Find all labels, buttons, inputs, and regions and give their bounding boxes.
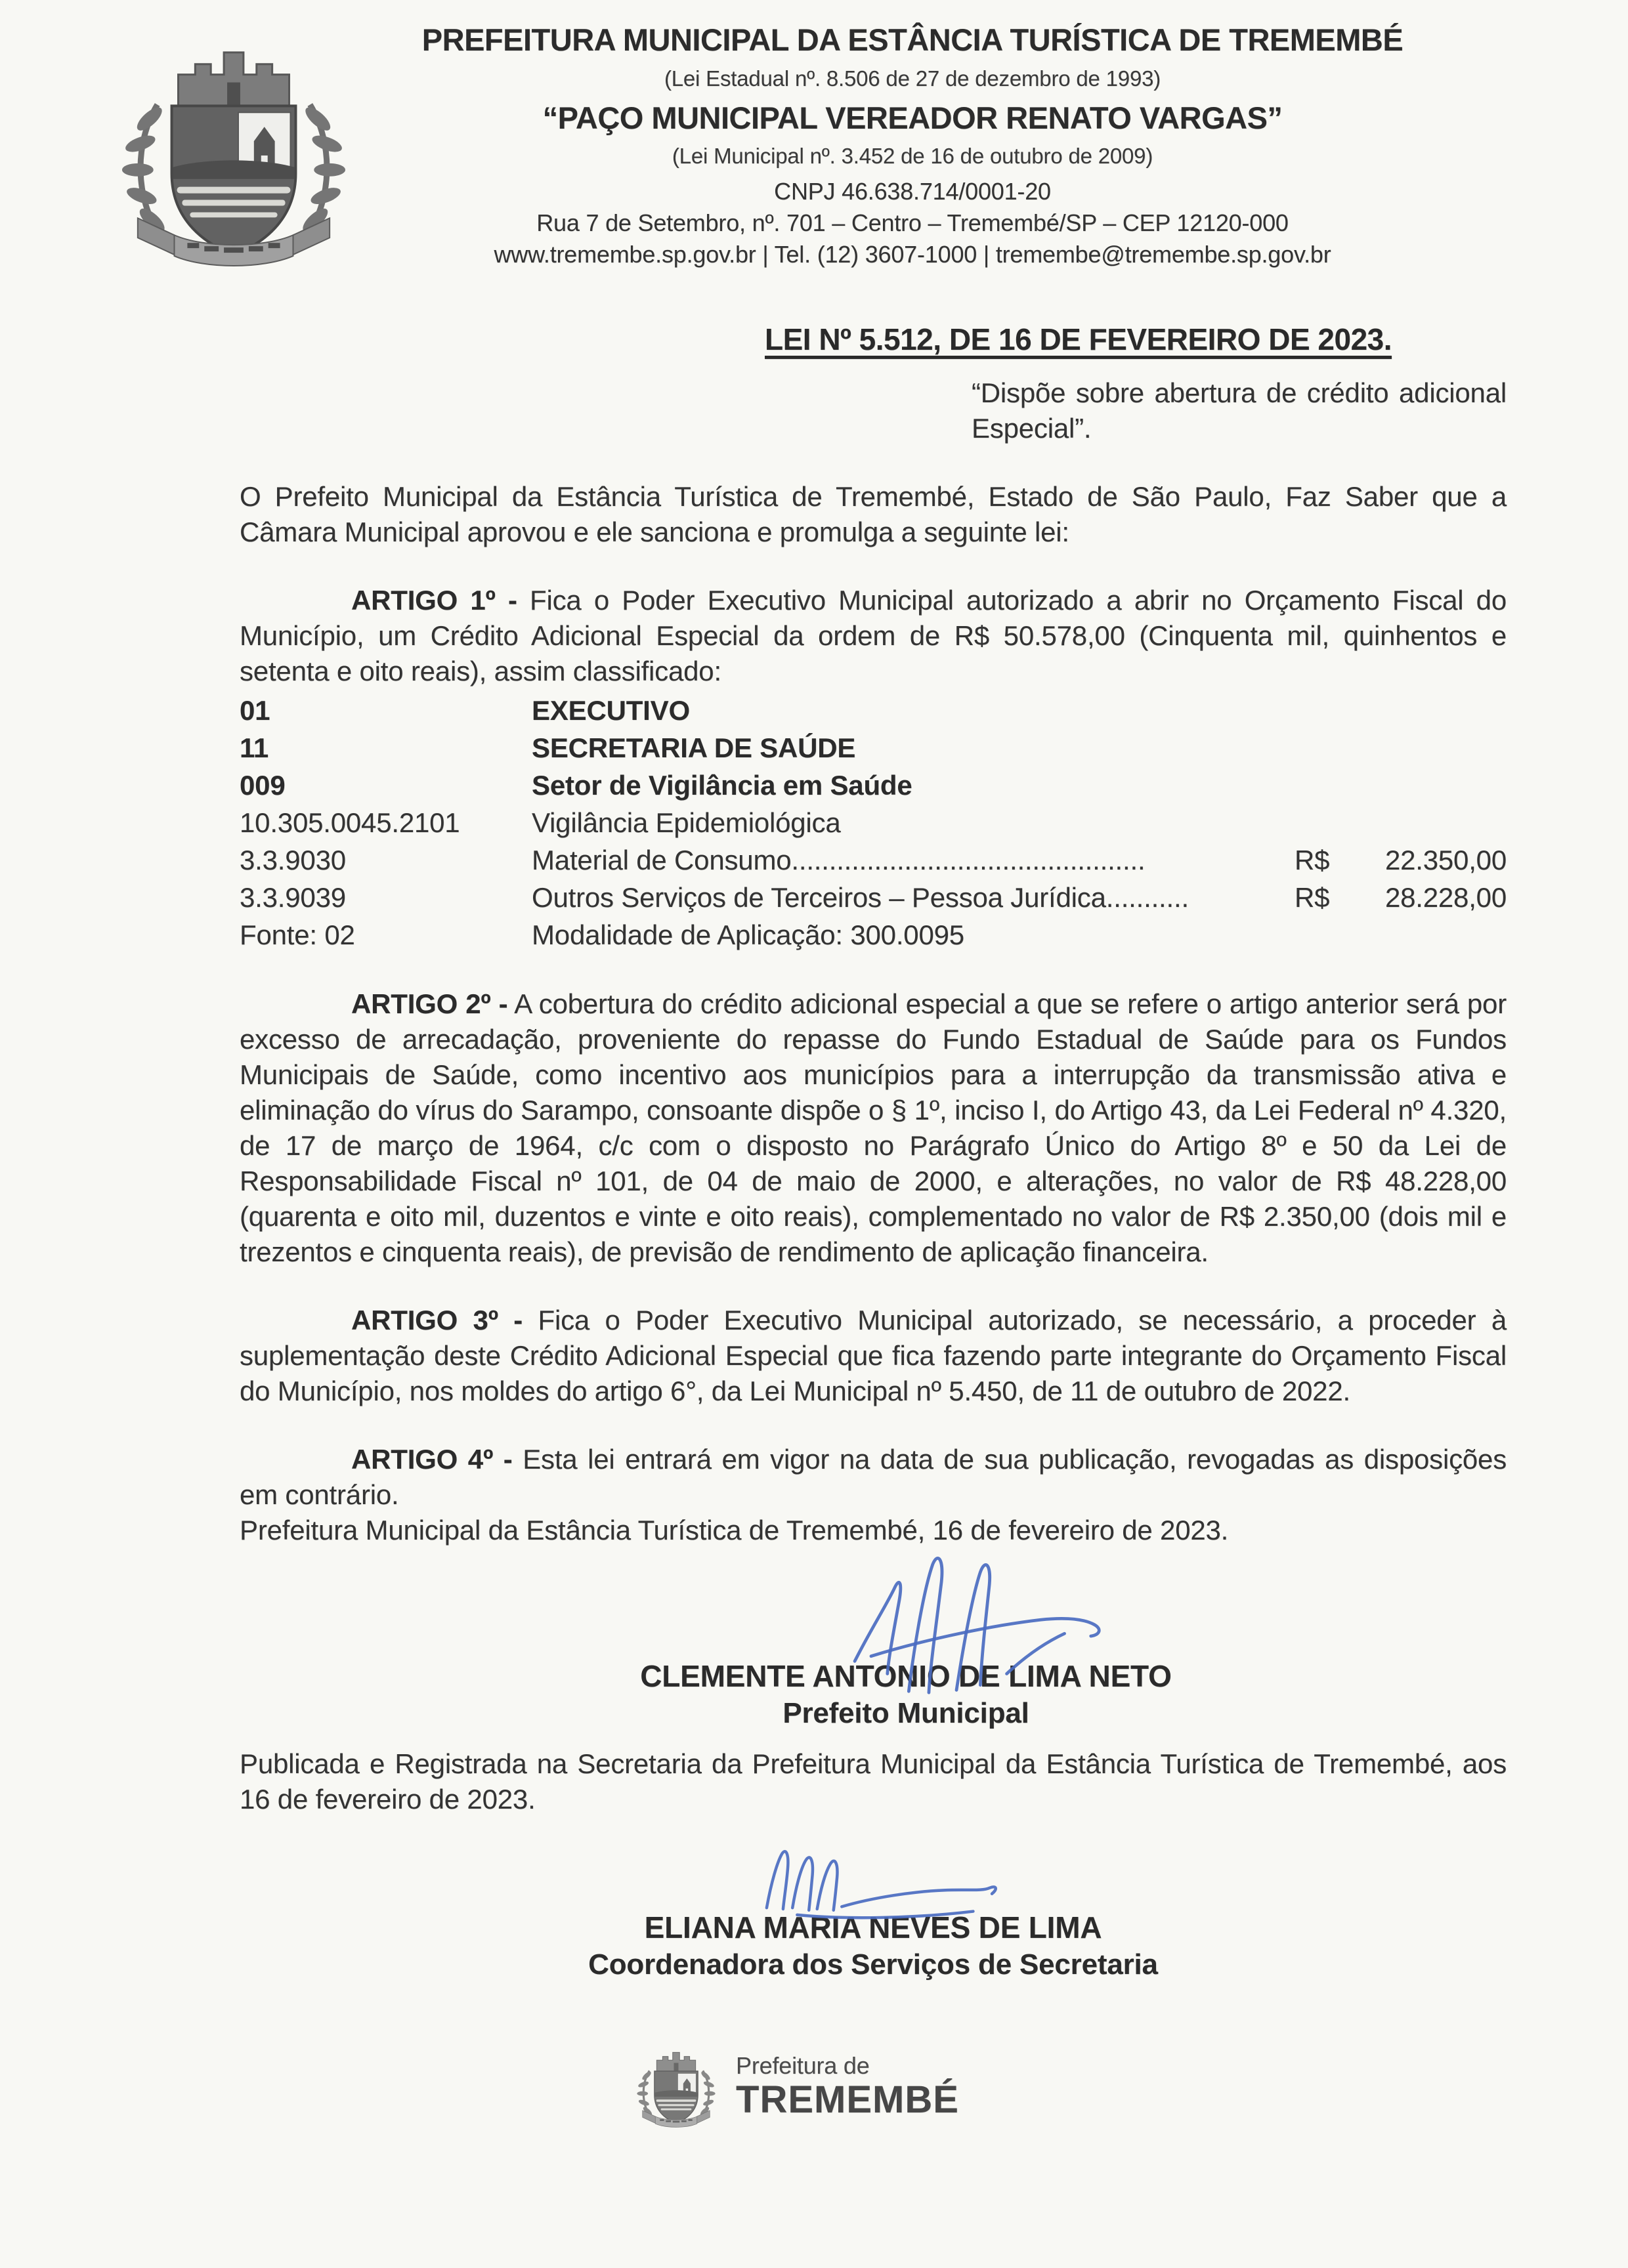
org-name: PREFEITURA MUNICIPAL DA ESTÂNCIA TURÍSTICA DE TREMEMBÉ [421, 22, 1403, 57]
law-epigraph: “Dispõe sobre abertura de crédito adicional Especial”. [972, 377, 1507, 444]
contact-line: www.tremembe.sp.gov.br | Tel. (12) 3607-1000 | tremembe@tremembe.sp.gov.br [494, 241, 1331, 268]
budget-code: Fonte: 02 [240, 919, 355, 950]
footer-brand-text [736, 2052, 959, 2120]
signatory-role: Coordenadora dos Serviços de Secretaria [588, 1948, 1158, 1981]
budget-currency: R$ [1295, 845, 1330, 875]
budget-code: 01 [240, 695, 270, 726]
signatory-name: ELIANA MARIA NEVES DE LIMA [644, 1910, 1102, 1944]
budget-code: 10.305.0045.2101 [240, 807, 460, 838]
law-title: LEI Nº 5.512, DE 16 DE FEVEREIRO DE 2023. [765, 322, 1392, 356]
article-1-label: ARTIGO 1º - [351, 585, 517, 616]
article-3-label: ARTIGO 3º - [351, 1305, 523, 1335]
budget-row [240, 879, 1507, 916]
signatory-role: Prefeito Municipal [782, 1697, 1029, 1729]
footer-brand-name: TREMEMBÉ [736, 2078, 959, 2121]
budget-currency: R$ [1295, 882, 1330, 913]
budget-desc: EXECUTIVO [532, 695, 690, 726]
state-law-ref: (Lei Estadual nº. 8.506 de 27 de dezembro de 1993) [664, 66, 1161, 91]
mayor-signature-block [272, 1551, 1539, 1732]
publication-note: Publicada e Registrada na Secretaria da Prefeitura Municipal da Estância Turística de Tremembé, aos 16 de fevereiro de 2023. [240, 1748, 1507, 1815]
budget-amount: 28.228,00 [1384, 882, 1507, 913]
budget-desc: Modalidade de Aplicação: 300.0095 [532, 919, 964, 950]
article-2-text: A cobertura do crédito adicional especial a que se refere o artigo anterior será por excesso de arrecadação, proveniente do repasse do Fundo Estadual de Saúde para os Fundos Municipais de Saúde, como incentivo aos municípios para a interrupção da transmissão ativa e eliminação do vírus do Sarampo, consoante dispõe o § 1º, inciso I, do Artigo 43, da Lei Federal nº 4.320, de 17 de março de 1964, c/c com o disposto no Parágrafo Único do Artigo 8º e 50 da Lei de Responsabilidade Fiscal nº 101, de 04 de maio de 2000, e alterações, no valor de R$ 48.228,00 (quarenta e oito mil, duzentos e vinte e oito reais), complementado no valor de R$ 2.350,00 (dois mil e trezentos e cinquenta reais), de previsão de rendimento de aplicação financeira. [240, 988, 1507, 1267]
law-title-row [765, 322, 1507, 358]
budget-desc: Setor de Vigilância em Saúde [532, 770, 912, 801]
budget-desc: Vigilância Epidemiológica [532, 807, 841, 838]
date-line: Prefeitura Municipal da Estância Turística de Tremembé, 16 de fevereiro de 2023. [240, 1515, 1229, 1545]
article-2-label: ARTIGO 2º - [351, 988, 508, 1019]
budget-desc: Outros Serviços de Terceiros – Pessoa Jurídica........... [532, 882, 1189, 913]
article-4-text: Esta lei entrará em vigor na data de sua publicação, revogadas as disposições em contrário. [240, 1444, 1507, 1510]
mayor-signature-ink [827, 1551, 1116, 1695]
budget-row [240, 766, 1507, 804]
budget-desc: Material de Consumo............................................... [532, 845, 1146, 875]
coordinator-signature-ink [739, 1821, 1014, 1936]
signatory-name: CLEMENTE ANTONIO DE LIMA NETO [640, 1659, 1172, 1693]
budget-desc: SECRETARIA DE SAÚDE [532, 732, 856, 763]
coat-of-arms-logo [119, 28, 348, 270]
cnpj-line: CNPJ 46.638.714/0001-20 [774, 178, 1051, 205]
budget-row [240, 916, 1507, 954]
hall-name: “PAÇO MUNICIPAL VEREADOR RENATO VARGAS” [542, 100, 1283, 135]
article-paragraph-2 [240, 986, 1507, 1270]
municipal-law-ref: (Lei Municipal nº. 3.452 de 16 de outubro de 2009) [672, 144, 1153, 168]
budget-row [240, 804, 1507, 841]
article-paragraph-3 [240, 1303, 1507, 1409]
dot-leader: ........... [1105, 882, 1189, 913]
footer-coat-of-arms-icon [636, 2044, 716, 2129]
budget-amount: 22.350,00 [1384, 845, 1507, 875]
article-paragraph-4 [240, 1442, 1507, 1513]
budget-row [240, 692, 1507, 729]
budget-classification-table [240, 692, 1507, 954]
preamble: O Prefeito Municipal da Estância Turística de Tremembé, Estado de São Paulo, Faz Saber que a Câmara Municipal aprovou e ele sanciona e promulga a seguinte lei: [240, 481, 1507, 547]
dot-leader: ............................................... [791, 845, 1146, 875]
coordinator-signature-block [240, 1821, 1507, 1983]
footer-brand [164, 2044, 1431, 2129]
budget-code: 3.3.9030 [240, 845, 346, 875]
footer-small-label: Prefeitura de [736, 2052, 870, 2079]
document-body [240, 322, 1507, 2129]
letterhead-text [299, 0, 1526, 270]
article-1-text: Fica o Poder Executivo Municipal autorizado a abrir no Orçamento Fiscal do Município, um Crédito Adicional Especial da ordem de R$ 50.578,00 (Cinquenta mil, quinhentos e setenta e oito reais), assim classificado: [240, 585, 1507, 686]
address-line: Rua 7 de Setembro, nº. 701 – Centro – Tremembé/SP – CEP 12120-000 [536, 209, 1289, 236]
budget-code: 009 [240, 770, 286, 801]
article-4-label: ARTIGO 4º - [351, 1444, 513, 1475]
article-3-text: Fica o Poder Executivo Municipal autorizado, se necessário, a proceder à suplementação deste Crédito Adicional Especial que fica fazendo parte integrante do Orçamento Fiscal do Município, nos moldes do artigo 6°, da Lei Municipal nº 5.450, de 11 de outubro de 2022. [240, 1305, 1507, 1406]
letterhead [0, 0, 1628, 295]
budget-row [240, 841, 1507, 879]
budget-row [240, 729, 1507, 766]
article-paragraph-1 [240, 583, 1507, 689]
budget-code: 11 [240, 732, 268, 763]
budget-code: 3.3.9039 [240, 882, 346, 913]
